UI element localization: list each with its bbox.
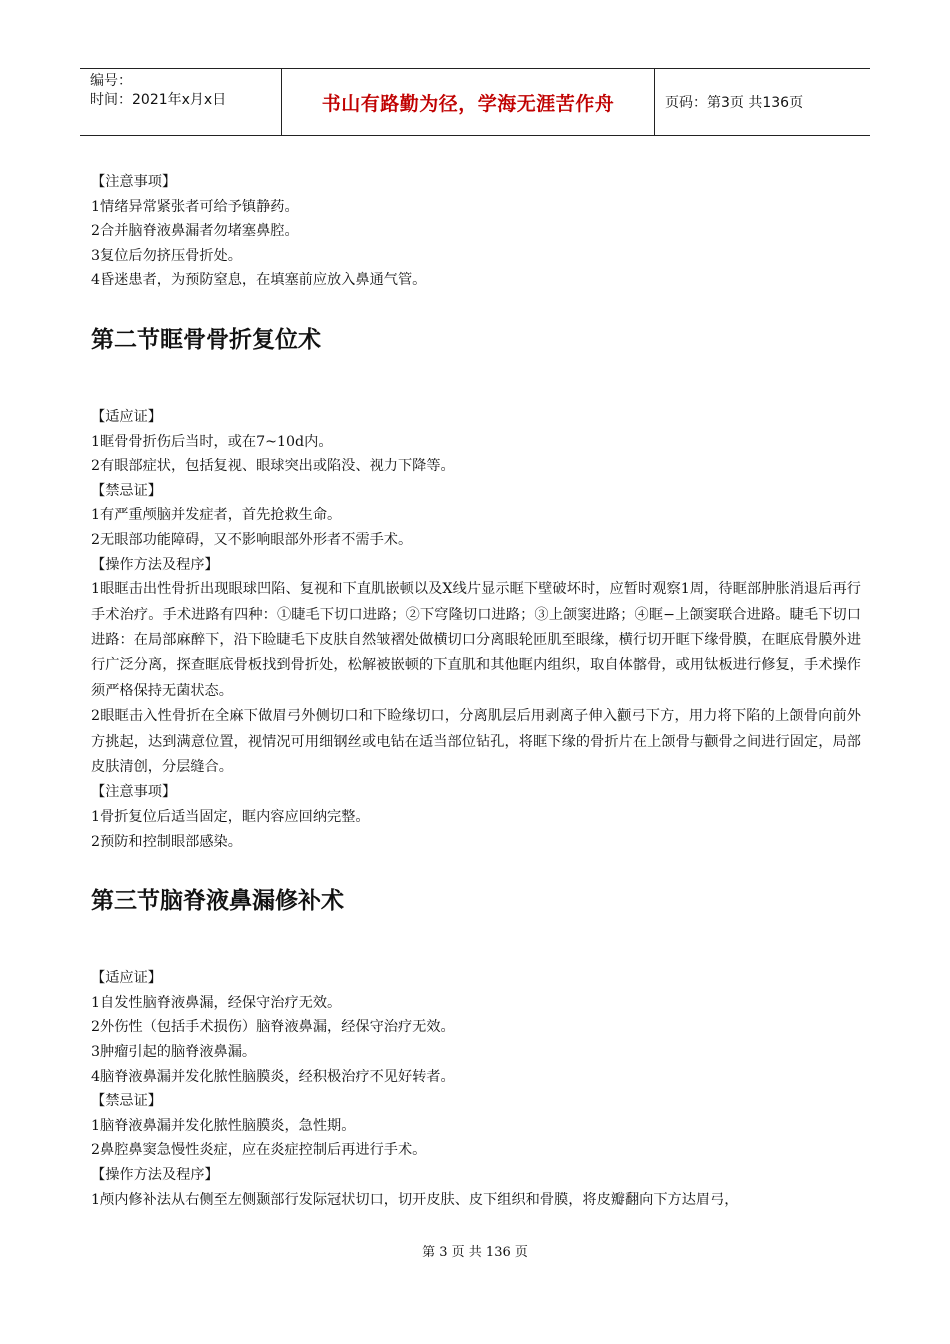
- list-item: 1有严重颅脑并发症者，首先抢救生命。: [91, 507, 342, 524]
- document-date: 时间：2021年x月x日: [90, 92, 227, 108]
- paragraph: 2眼眶击入性骨折在全麻下做眉弓外侧切口和下睑缘切口，分离肌层后用剥离子伸入颧弓下方，用力将下陷的上颌骨向前外方挑起，达到满意位置，视情况可用细钢丝或电钻在适当部位钻孔，将眶下缘的骨折片在上颌骨与颧骨之间进行固定，局部皮肤清创，分层缝合。: [91, 708, 861, 775]
- list-item: 1情绪异常紧张者可给予镇静药。: [91, 198, 299, 215]
- list-item: 2鼻腔鼻窦急慢性炎症，应在炎症控制后再进行手术。: [91, 1142, 427, 1159]
- list-item: 1脑脊液鼻漏并发化脓性脑膜炎，急性期。: [91, 1117, 356, 1134]
- list-item: 1眶骨骨折伤后当时，或在7~10d内。: [91, 433, 333, 450]
- section-body: [91, 966, 861, 1212]
- list-item: 4脑脊液鼻漏并发化脓性脑膜炎，经积极治疗不见好转者。: [91, 1068, 455, 1085]
- section-title: 第三节脑脊液鼻漏修补术: [91, 888, 344, 915]
- list-item: 2有眼部症状，包括复视、眼球突出或陷没、视力下降等。: [91, 458, 455, 475]
- header-motto: 书山有路勤为径，学海无涯苦作舟: [282, 69, 655, 135]
- section-heading: 【禁忌证】: [91, 482, 162, 499]
- paragraph: 1颅内修补法从右侧至左侧颞部行发际冠状切口，切开皮肤、皮下组织和骨膜，将皮瓣翻向下方达眉弓，: [91, 1191, 739, 1208]
- document-body: [91, 170, 861, 1212]
- section-title: 第二节眶骨骨折复位术: [91, 326, 321, 353]
- list-item: 3肿瘤引起的脑脊液鼻漏。: [91, 1043, 257, 1060]
- section-body: [91, 405, 861, 854]
- list-item: 1自发性脑脊液鼻漏，经保守治疗无效。: [91, 994, 342, 1011]
- list-item: 1骨折复位后适当固定，眶内容应回纳完整。: [91, 808, 370, 825]
- list-item: 2无眼部功能障碍，又不影响眼部外形者不需手术。: [91, 531, 413, 548]
- paragraph: 1眼眶击出性骨折出现眼球凹陷、复视和下直肌嵌顿以及X线片显示眶下壁破坏时，应暂时观察1周，待眶部肿胀消退后再行手术治疗。手术进路有四种：①睫毛下切口进路；②下穹隆切口进路；③上颌窦进路；④眶−上颌窦联合进路。睫毛下切口进路：在局部麻醉下，沿下睑睫毛下皮肤自然皱褶处做横切口分离眼轮匝肌至眼缘，横行切开眶下缘骨膜，在眶底骨膜外进行广泛分离，探查眶底骨板找到骨折处，松解被嵌顿的下直肌和其他眶内组织，取自体髂骨，或用钛板进行修复，手术操作须严格保持无菌状态。: [91, 581, 861, 699]
- list-item: 2外伤性（包括手术损伤）脑脊液鼻漏，经保守治疗无效。: [91, 1019, 455, 1036]
- header-page-info: 页码：第3页 共136页: [665, 95, 804, 111]
- list-item: 2预防和控制眼部感染。: [91, 833, 242, 850]
- header-table: [80, 68, 870, 136]
- page-footer: 第 3 页 共 136 页: [422, 1245, 528, 1260]
- section-heading: 【操作方法及程序】: [91, 1166, 219, 1183]
- section-heading: 【注意事项】: [91, 174, 177, 190]
- section-heading: 【注意事项】: [91, 784, 177, 801]
- section-heading: 【适应证】: [91, 408, 162, 425]
- list-item: 2合并脑脊液鼻漏者勿堵塞鼻腔。: [91, 223, 299, 240]
- document-number-label: 编号：: [90, 73, 132, 89]
- section-heading: 【操作方法及程序】: [91, 556, 219, 573]
- section-heading: 【禁忌证】: [91, 1093, 162, 1110]
- list-item: 4昏迷患者，为预防窒息，在填塞前应放入鼻通气管。: [91, 272, 427, 289]
- list-item: 3复位后勿挤压骨折处。: [91, 247, 242, 264]
- header-left-cell: [80, 69, 282, 135]
- section-heading: 【适应证】: [91, 970, 162, 987]
